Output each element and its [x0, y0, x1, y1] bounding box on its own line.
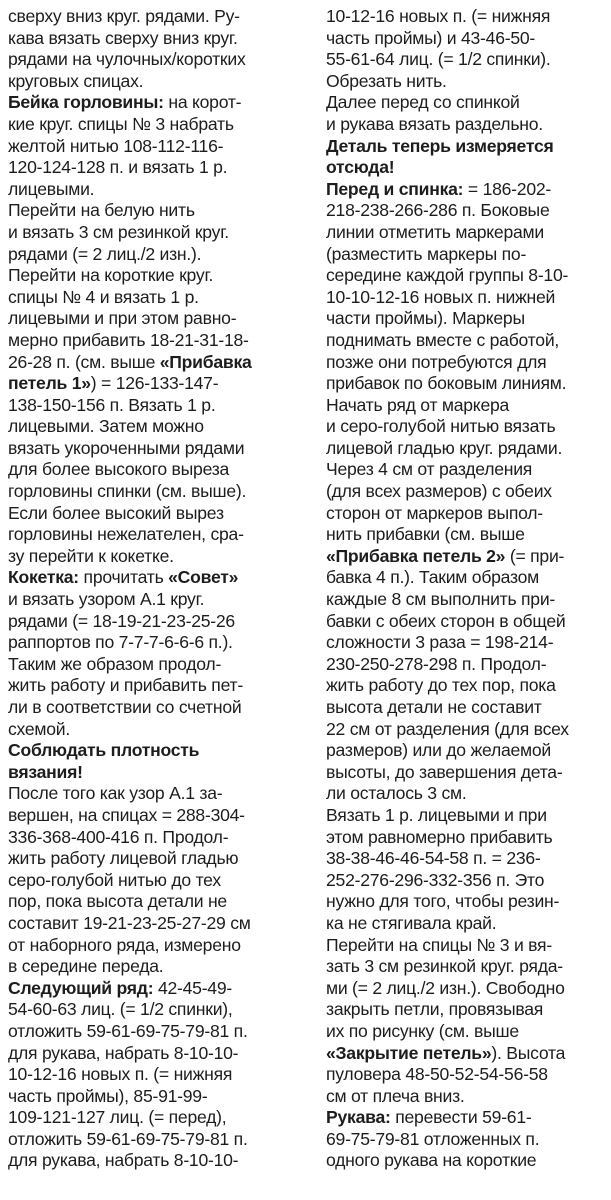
text-segment: 230-250-278-298 п. Продол- — [326, 653, 547, 674]
text-segment: см от плеча вниз. — [326, 1085, 465, 1106]
text-line — [326, 114, 609, 136]
text-segment: жить работу и прибавить пет- — [8, 675, 243, 696]
text-segment: этом равномерно прибавить — [326, 826, 553, 847]
text-segment: 38-38-46-46-54-58 п. = 236- — [326, 848, 541, 869]
text-line — [326, 265, 609, 287]
text-segment: для более высокого выреза — [8, 459, 230, 480]
paragraph — [8, 6, 308, 92]
text-line — [326, 1150, 609, 1172]
text-segment: 54-60-63 лиц. (= 1/2 спинки), — [8, 999, 233, 1020]
text-line — [326, 481, 609, 503]
text-line — [326, 546, 609, 568]
text-line — [8, 373, 308, 395]
text-line — [8, 157, 308, 179]
text-segment: Вязать 1 р. лицевыми и при — [326, 804, 547, 825]
text-segment: Обрезать нить. — [326, 70, 447, 91]
text-line — [8, 611, 308, 633]
text-line — [8, 546, 308, 568]
text-segment: спицы № 4 и вязать 1 р. — [8, 286, 199, 307]
text-segment: в середине переда. — [8, 956, 164, 977]
text-segment: 218-238-266-286 п. Боковые — [326, 200, 550, 221]
bold-text-segment: петель 1» — [8, 373, 91, 394]
text-line — [326, 870, 609, 892]
text-segment: 336-368-400-416 п. Продол- — [8, 826, 229, 847]
text-line — [8, 244, 308, 266]
bold-text-segment: Соблюдать плотность — [8, 740, 200, 761]
text-line — [326, 1129, 609, 1151]
text-line — [326, 395, 609, 417]
text-line — [326, 352, 609, 374]
text-line — [326, 49, 609, 71]
text-line — [8, 265, 308, 287]
text-segment: 10-12-16 новых п. (= нижняя — [8, 1064, 233, 1085]
paragraph — [8, 740, 308, 783]
text-segment: кие круг. спицы № 3 набрать — [8, 113, 234, 134]
text-segment: Если более высокий вырез — [8, 502, 224, 523]
text-line — [8, 1129, 308, 1151]
text-line — [326, 6, 609, 28]
text-segment: и рукава вязать раздельно. — [326, 113, 543, 134]
text-line — [326, 589, 609, 611]
text-line — [326, 459, 609, 481]
text-segment: прибавок по боковым линиям. — [326, 373, 567, 394]
text-line — [8, 632, 308, 654]
text-segment: 252-276-296-332-356 п. Это — [326, 869, 545, 890]
text-line — [326, 978, 609, 1000]
text-segment: зать 3 см резинкой круг. ряда- — [326, 956, 563, 977]
text-line — [326, 373, 609, 395]
text-line — [326, 675, 609, 697]
text-segment: лицевыми. — [8, 178, 95, 199]
text-line — [8, 805, 308, 827]
text-line — [8, 827, 308, 849]
text-line — [8, 675, 308, 697]
text-segment: ли осталось 3 см. — [326, 783, 467, 804]
text-column-right — [326, 6, 609, 1172]
text-segment: на корот- — [163, 92, 242, 113]
text-segment: 10-12-16 новых п. (= нижняя — [326, 6, 551, 26]
text-line — [8, 1086, 308, 1108]
text-segment: их по рисунку (см. выше — [326, 1020, 519, 1041]
text-line — [8, 1043, 308, 1065]
text-segment: нужно для того, чтобы резин- — [326, 891, 560, 912]
paragraph — [8, 265, 308, 567]
text-line — [8, 1021, 308, 1043]
text-line — [8, 654, 308, 676]
text-line — [326, 71, 609, 93]
text-segment: 22 см от разделения (для всех — [326, 718, 569, 739]
text-line — [8, 503, 308, 525]
paragraph — [326, 805, 609, 935]
text-segment: сверху вниз круг. рядами. Ру- — [8, 6, 240, 26]
text-segment: схемой. — [8, 718, 71, 739]
text-segment: нить прибавки (см. выше — [326, 524, 525, 545]
text-line — [326, 244, 609, 266]
text-line — [8, 589, 308, 611]
text-line — [326, 1086, 609, 1108]
text-line — [326, 719, 609, 741]
text-line — [8, 330, 308, 352]
text-line — [326, 1064, 609, 1086]
text-segment: ка не стягивала край. — [326, 912, 497, 933]
text-line — [326, 567, 609, 589]
text-line — [326, 783, 609, 805]
text-line — [8, 200, 308, 222]
text-segment: часть проймы) и 43-46-50- — [326, 27, 536, 48]
text-line — [8, 956, 308, 978]
text-line — [8, 999, 308, 1021]
text-segment: горловины спинки (см. выше). — [8, 481, 247, 502]
text-line — [326, 999, 609, 1021]
text-segment: лицевыми. Затем можно — [8, 416, 204, 437]
text-segment: закрыть петли, провязывая — [326, 999, 544, 1020]
text-line — [8, 524, 308, 546]
text-line — [326, 92, 609, 114]
text-segment: (= при- — [505, 545, 565, 566]
text-segment: желтой нитью 108-112-116- — [8, 135, 224, 156]
bold-text-segment: Следующий ряд: — [8, 977, 154, 998]
text-segment: зу перейти к кокетке. — [8, 545, 174, 566]
paragraph — [8, 783, 308, 977]
text-line — [326, 308, 609, 330]
text-segment: бавки с обеих сторон в общей — [326, 610, 566, 631]
text-line — [8, 870, 308, 892]
bold-text-segment: Перед и спинка: — [326, 178, 464, 199]
text-segment: 109-121-127 лиц. (= перед), — [8, 1107, 227, 1128]
bold-text-segment: отсюда! — [326, 157, 395, 178]
text-segment: мерно прибавить 18-21-31-18- — [8, 329, 249, 350]
paragraph — [326, 136, 609, 179]
text-line — [8, 459, 308, 481]
text-segment: поднимать вместе с работой, — [326, 329, 560, 350]
text-segment: сложности 3 раза = 198-214- — [326, 632, 554, 653]
text-line — [326, 913, 609, 935]
text-segment: раппортов по 7-7-7-6-6-6 п.). — [8, 632, 233, 653]
paragraph — [326, 179, 609, 805]
text-segment: ми (= 2 лиц./2 изн.). Свободно — [326, 977, 565, 998]
text-line — [326, 611, 609, 633]
text-line — [8, 438, 308, 460]
text-line — [326, 956, 609, 978]
text-segment: Далее перед со спинкой — [326, 92, 520, 113]
bold-text-segment: Рукава: — [326, 1107, 391, 1128]
text-segment: Таким же образом продол- — [8, 653, 222, 674]
text-segment: одного рукава на короткие — [326, 1150, 537, 1171]
text-segment: для рукава, набрать 8-10-10- — [8, 1042, 239, 1063]
text-segment: лицевой гладью круг. рядами. — [326, 437, 563, 458]
text-segment: рядами на чулочных/коротких — [8, 49, 246, 70]
text-segment: бавка 4 п.). Таким образом — [326, 567, 540, 588]
text-segment: лицевыми и при этом равно- — [8, 308, 237, 329]
text-line — [8, 308, 308, 330]
text-segment: жить работу лицевой гладью — [8, 848, 239, 869]
text-line — [8, 179, 308, 201]
text-segment: круговых спицах. — [8, 70, 144, 91]
text-segment: середине каждой группы 8-10- — [326, 265, 569, 286]
text-segment: размеров) или до желаемой — [326, 740, 551, 761]
text-segment: вязать укороченными рядами — [8, 437, 245, 458]
text-segment: 42-45-49- — [153, 977, 232, 998]
text-line — [326, 1021, 609, 1043]
text-segment: Через 4 см от разделения — [326, 459, 533, 480]
text-line — [8, 395, 308, 417]
text-segment: перевести 59-61- — [390, 1107, 532, 1128]
text-segment: 10-10-12-16 новых п. нижней — [326, 286, 556, 307]
bold-text-segment: Бейка горловины: — [8, 92, 164, 113]
text-line — [8, 352, 308, 374]
text-line — [326, 762, 609, 784]
text-line — [326, 740, 609, 762]
text-line — [8, 28, 308, 50]
text-line — [8, 848, 308, 870]
text-line — [8, 697, 308, 719]
text-line — [326, 654, 609, 676]
text-line — [326, 891, 609, 913]
text-segment: от наборного ряда, измерено — [8, 934, 241, 955]
bold-text-segment: «Совет» — [168, 567, 239, 588]
text-segment: 69-75-79-81 отложенных п. — [326, 1128, 540, 1149]
text-line — [326, 935, 609, 957]
text-segment: Перейти на спицы № 3 и вя- — [326, 934, 552, 955]
text-segment: высота детали не составит — [326, 697, 542, 717]
text-line — [326, 200, 609, 222]
text-segment: части проймы). Маркеры — [326, 308, 525, 329]
text-segment: 120-124-128 п. и вязать 1 р. — [8, 157, 228, 178]
text-line — [8, 978, 308, 1000]
text-line — [326, 1107, 609, 1129]
text-line — [326, 416, 609, 438]
text-line — [8, 740, 308, 762]
bold-text-segment: «Прибавка — [159, 351, 252, 372]
text-segment: отложить 59-61-69-75-79-81 п. — [8, 1020, 248, 1041]
paragraph — [8, 567, 308, 740]
text-segment: = 186-202- — [463, 178, 552, 199]
text-segment: (разместить маркеры по- — [326, 243, 527, 264]
text-segment: (для всех размеров) с обеих — [326, 481, 552, 502]
text-line — [8, 287, 308, 309]
text-segment: жить работу до тех пор, пока — [326, 675, 556, 696]
text-line — [8, 567, 308, 589]
text-line — [8, 935, 308, 957]
text-segment: и вязать узором A.1 круг. — [8, 589, 205, 610]
text-segment: и серо-голубой нитью вязать — [326, 416, 556, 437]
text-segment: прочитать — [78, 567, 169, 588]
text-line — [8, 49, 308, 71]
text-line — [326, 848, 609, 870]
paragraph — [326, 935, 609, 1108]
paragraph — [8, 978, 308, 1172]
text-line — [326, 157, 609, 179]
text-segment: Перейти на короткие круг. — [8, 265, 214, 286]
text-segment: ). Высота — [491, 1042, 566, 1063]
text-line — [8, 6, 308, 28]
text-line — [8, 114, 308, 136]
text-segment: ли в соответствии со счетной — [8, 697, 242, 717]
text-column-left — [8, 6, 308, 1172]
text-segment: часть проймы), 85-91-99- — [8, 1085, 208, 1106]
text-line — [326, 28, 609, 50]
text-line — [8, 913, 308, 935]
text-line — [8, 416, 308, 438]
text-line — [326, 524, 609, 546]
text-segment: вершен, на спицах = 288-304- — [8, 804, 245, 825]
text-segment: 138-150-156 п. Вязать 1 р. — [8, 394, 216, 415]
text-segment: ) = 126-133-147- — [90, 373, 219, 394]
text-segment: сторон от маркеров выпол- — [326, 502, 543, 523]
text-line — [326, 632, 609, 654]
text-segment: 55-61-64 лиц. (= 1/2 спинки). — [326, 49, 551, 70]
text-line — [326, 438, 609, 460]
text-segment: рядами (= 2 лиц./2 изн.). — [8, 243, 202, 264]
text-segment: высоты, до завершения дета- — [326, 761, 563, 782]
text-segment: 26-28 п. (см. выше — [8, 351, 160, 372]
bold-text-segment: вязания! — [8, 761, 83, 782]
text-segment: отложить 59-61-69-75-79-81 п. — [8, 1128, 248, 1149]
text-line — [326, 1043, 609, 1065]
text-segment: каждые 8 см выполнить при- — [326, 589, 556, 610]
text-line — [8, 783, 308, 805]
text-line — [326, 827, 609, 849]
paragraph — [326, 1107, 609, 1172]
text-line — [8, 1064, 308, 1086]
bold-text-segment: Деталь теперь измеряется — [326, 135, 554, 156]
text-segment: рядами (= 18-19-21-23-25-26 — [8, 610, 235, 631]
text-line — [8, 222, 308, 244]
paragraph — [326, 92, 609, 135]
text-segment: кава вязать сверху вниз круг. — [8, 27, 238, 48]
text-line — [8, 481, 308, 503]
text-line — [326, 503, 609, 525]
text-line — [8, 719, 308, 741]
text-line — [8, 92, 308, 114]
text-segment: пор, пока высота детали не — [8, 891, 227, 912]
text-segment: позже они потребуются для — [326, 351, 547, 372]
text-line — [326, 697, 609, 719]
text-line — [8, 1107, 308, 1129]
paragraph — [8, 92, 308, 200]
text-segment: пуловера 48-50-52-54-56-58 — [326, 1064, 548, 1085]
text-line — [8, 891, 308, 913]
text-line — [326, 805, 609, 827]
text-line — [326, 330, 609, 352]
text-segment: для рукава, набрать 8-10-10- — [8, 1150, 239, 1171]
text-segment: горловины нежелателен, сра- — [8, 524, 244, 545]
text-line — [8, 762, 308, 784]
text-line — [8, 136, 308, 158]
paragraph — [8, 200, 308, 265]
bold-text-segment: «Закрытие петель» — [326, 1042, 492, 1063]
text-line — [326, 287, 609, 309]
text-segment: линии отметить маркерами — [326, 221, 544, 242]
text-segment: После того как узор A.1 за- — [8, 783, 223, 804]
text-line — [8, 71, 308, 93]
text-line — [326, 136, 609, 158]
text-segment: и вязать 3 см резинкой круг. — [8, 221, 229, 242]
text-segment: Начать ряд от маркера — [326, 394, 510, 415]
text-segment: составит 19-21-23-25-27-29 см — [8, 912, 251, 933]
paragraph — [326, 6, 609, 92]
text-line — [326, 222, 609, 244]
text-line — [326, 179, 609, 201]
bold-text-segment: Кокетка: — [8, 567, 79, 588]
bold-text-segment: «Прибавка петель 2» — [326, 545, 506, 566]
text-line — [8, 1150, 308, 1172]
text-segment: серо-голубой нитью до тех — [8, 869, 221, 890]
text-segment: Перейти на белую нить — [8, 200, 195, 221]
